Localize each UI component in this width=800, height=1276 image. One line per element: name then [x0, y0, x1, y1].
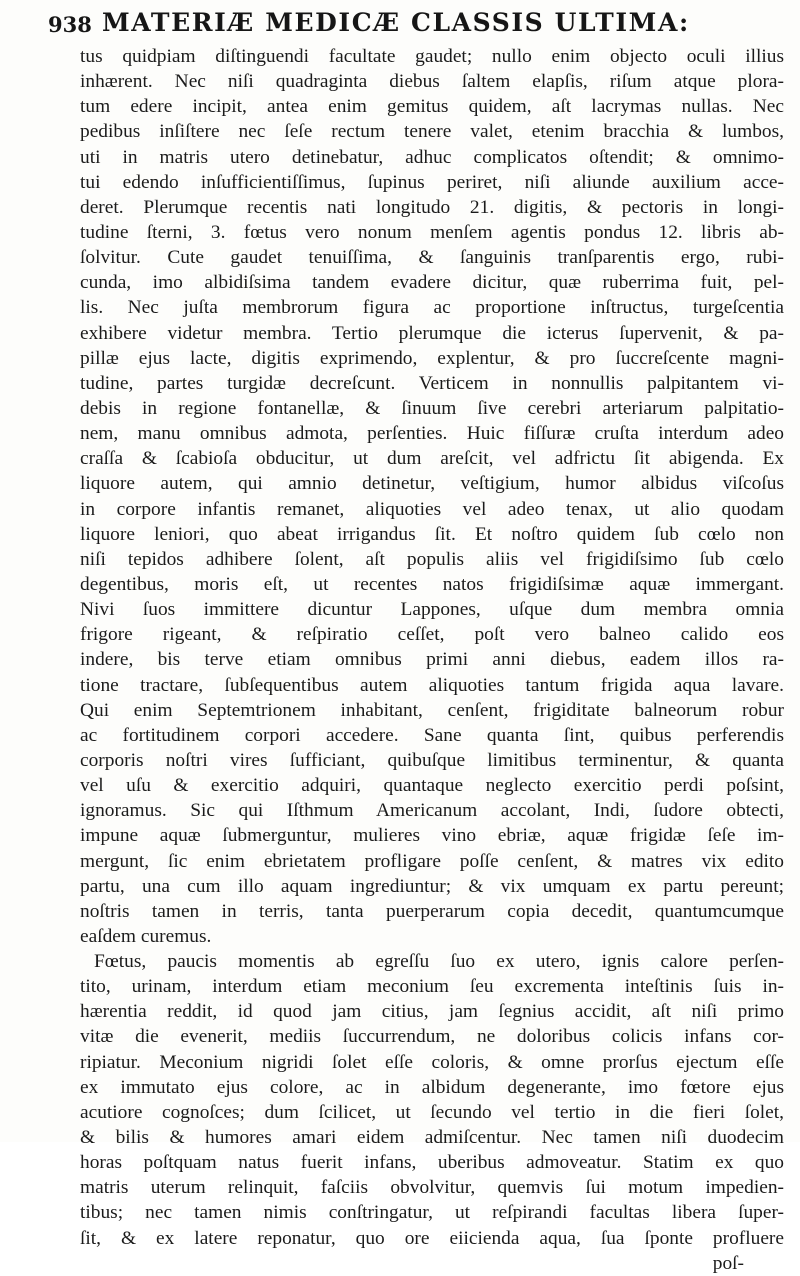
text-line: ex immutato ejus colore, ac in albidum degenerante, imo fœtore ejus — [80, 1076, 784, 1098]
text-line: impune aquæ ſubmerguntur, mulieres vino ebriæ, aquæ frigidæ ſeſe im- — [80, 825, 784, 847]
text-line: deret. Plerumque recentis nati longitudo 21. digitis, & pectoris in longi- — [80, 196, 784, 218]
running-head — [48, 8, 788, 42]
catchword-line: poſ- — [712, 1252, 744, 1274]
text-line: horas poſtquam natus fuerit infans, uberibus admoveatur. Statim ex quo — [80, 1152, 784, 1174]
text-line: corporis noſtri vires ſufficiant, quibuſque limitibus terminentur, & quanta — [80, 749, 784, 771]
paragraph-end-line: eaſdem curemus. — [80, 925, 212, 947]
text-line: liquore leniori, quo abeat irrigandus ſit. Et noſtro quidem ſub cœlo non — [80, 523, 784, 545]
text-line: tito, urinam, interdum etiam meconium ſeu excrementa inteſtinis ſuis in- — [80, 976, 784, 998]
text-line: in corpore infantis remanet, aliquoties vel adeo tenax, ut alio quodam — [80, 498, 784, 520]
text-line: inhærent. Nec niſi quadraginta diebus ſaltem elapſis, riſum atque plora- — [80, 71, 784, 93]
text-line: exhibere videtur membra. Tertio plerumque die icterus ſupervenit, & pa- — [80, 322, 784, 344]
text-line: partu, una cum illo aquam ingrediuntur; & vix umquam ex partu pereunt; — [80, 875, 784, 897]
text-line: degentibus, moris eſt, ut recentes natos frigidiſsimæ aquæ immergant. — [80, 573, 784, 595]
text-line: cunda, imo albidiſsima tandem evadere dicitur, quæ ruberrima fuit, pel- — [80, 272, 784, 294]
text-line: tudine ſterni, 3. fœtus vero nonum menſem agentis pondus 12. libris ab- — [80, 221, 784, 243]
text-line: tibus; nec tamen nimis conſtringatur, ut reſpirandi facultas libera ſuper- — [80, 1202, 784, 1224]
paragraph-start-line: Fœtus, paucis momentis ab egreſſu ſuo ex utero, ignis calore perſen- — [94, 951, 784, 973]
text-line: acutiore cognoſces; dum ſcilicet, ut ſecundo vel tertio in die fieri ſolet, — [80, 1101, 784, 1123]
text-line: ripiatur. Meconium nigridi ſolet eſſe coloris, & omne prorſus ejectum eſſe — [80, 1051, 784, 1073]
text-line: frigore rigeant, & reſpiratio ceſſet, poſt vero balneo calido eos — [80, 624, 784, 646]
text-line: vitæ die evenerit, mediis ſuccurrendum, ne doloribus colicis infans cor- — [80, 1026, 784, 1048]
text-line: & bilis & humores amari eidem admiſcentur. Nec tamen niſi duodecim — [80, 1127, 784, 1149]
text-line: ignoramus. Sic qui Iſthmum Americanum accolant, Indi, ſudore obtecti, — [80, 800, 784, 822]
text-line: ſit, & ex latere reponatur, quo ore eiicienda aqua, ſua ſponte profluere — [80, 1227, 784, 1249]
text-line: pillæ ejus lacte, digitis exprimendo, explentur, & pro ſuccreſcente magni- — [80, 347, 784, 369]
text-line: Nivi ſuos immittere dicuntur Lappones, uſque dum membra omnia — [80, 599, 784, 621]
text-line: uti in matris utero detinebatur, adhuc complicatos oſtendit; & omnimo- — [80, 146, 784, 168]
page-number: 938 — [48, 12, 92, 37]
text-line: tudine, partes turgidæ decreſcunt. Verticem in nonnullis palpitantem vi- — [80, 372, 784, 394]
text-line: ſolvitur. Cute gaudet tenuiſſima, & ſanguinis tranſparentis ergo, rubi- — [80, 247, 784, 269]
text-line: vel uſu & exercitio adquiri, quantaque neglecto exercitio perdi poſsint, — [80, 775, 784, 797]
text-line: craſſa & ſcabioſa obducitur, ut dum areſcit, vel adfrictu ſit abigenda. Ex — [80, 448, 784, 470]
text-line: Qui enim Septemtrionem inhabitant, cenſent, frigiditate balneorum robur — [80, 699, 784, 721]
text-line: matris uterum relinquit, faſciis obvolvitur, quemvis ſui motum impedien- — [80, 1177, 784, 1199]
text-line: indere, bis terve etiam omnibus primi anni diebus, eadem illos ra- — [80, 649, 784, 671]
text-line: nem, manu omnibus admota, perſenties. Huic fiſſuræ cruſta interdum adeo — [80, 423, 784, 445]
text-line: tione tractare, ſubſequentibus autem aliquoties tantum frigida aqua lavare. — [80, 674, 784, 696]
text-line: niſi tepidos adhibere ſolent, aſt populis aliis vel frigidiſsimo ſub cœlo — [80, 548, 784, 570]
text-line: tus quidpiam diſtinguendi facultate gaudet; nullo enim objecto oculi illius — [80, 46, 784, 67]
text-line: lis. Nec juſta membrorum figura ac proportione inſtructus, turgeſcentia — [80, 297, 784, 319]
body-text — [80, 44, 784, 1276]
text-line: debis in regione fontanellæ, & ſinuum ſive cerebri arteriarum palpitatio- — [80, 397, 784, 419]
text-line: tum edere incipit, antea enim gemitus quidem, aſt lacrymas nullas. Nec — [80, 96, 784, 118]
text-line: liquore autem, qui amnio detinetur, veſtigium, humor albidus viſcoſus — [80, 473, 784, 495]
text-line: pedibus inſiſtere nec ſeſe rectum tenere valet, etenim bracchia & lumbos, — [80, 121, 784, 143]
running-title: MATERIÆ MEDICÆ CLASSIS ULTIMA: — [102, 8, 690, 37]
text-line: ac fortitudinem corpori accedere. Sane quanta ſint, quibus perferendis — [80, 724, 784, 746]
text-line: mergunt, ſic enim ebrietatem profligare poſſe cenſent, & matres vix edito — [80, 850, 784, 872]
text-line: tui edendo inſufficientiſſimus, ſupinus periret, niſi aliunde auxilium acce- — [80, 171, 784, 193]
text-line: hærentia reddit, id quod jam citius, jam ſegnius accidit, aſt niſi primo — [80, 1001, 784, 1023]
text-line: noſtris tamen in terris, tanta puerperarum copia decedit, quantumcumque — [80, 900, 784, 922]
